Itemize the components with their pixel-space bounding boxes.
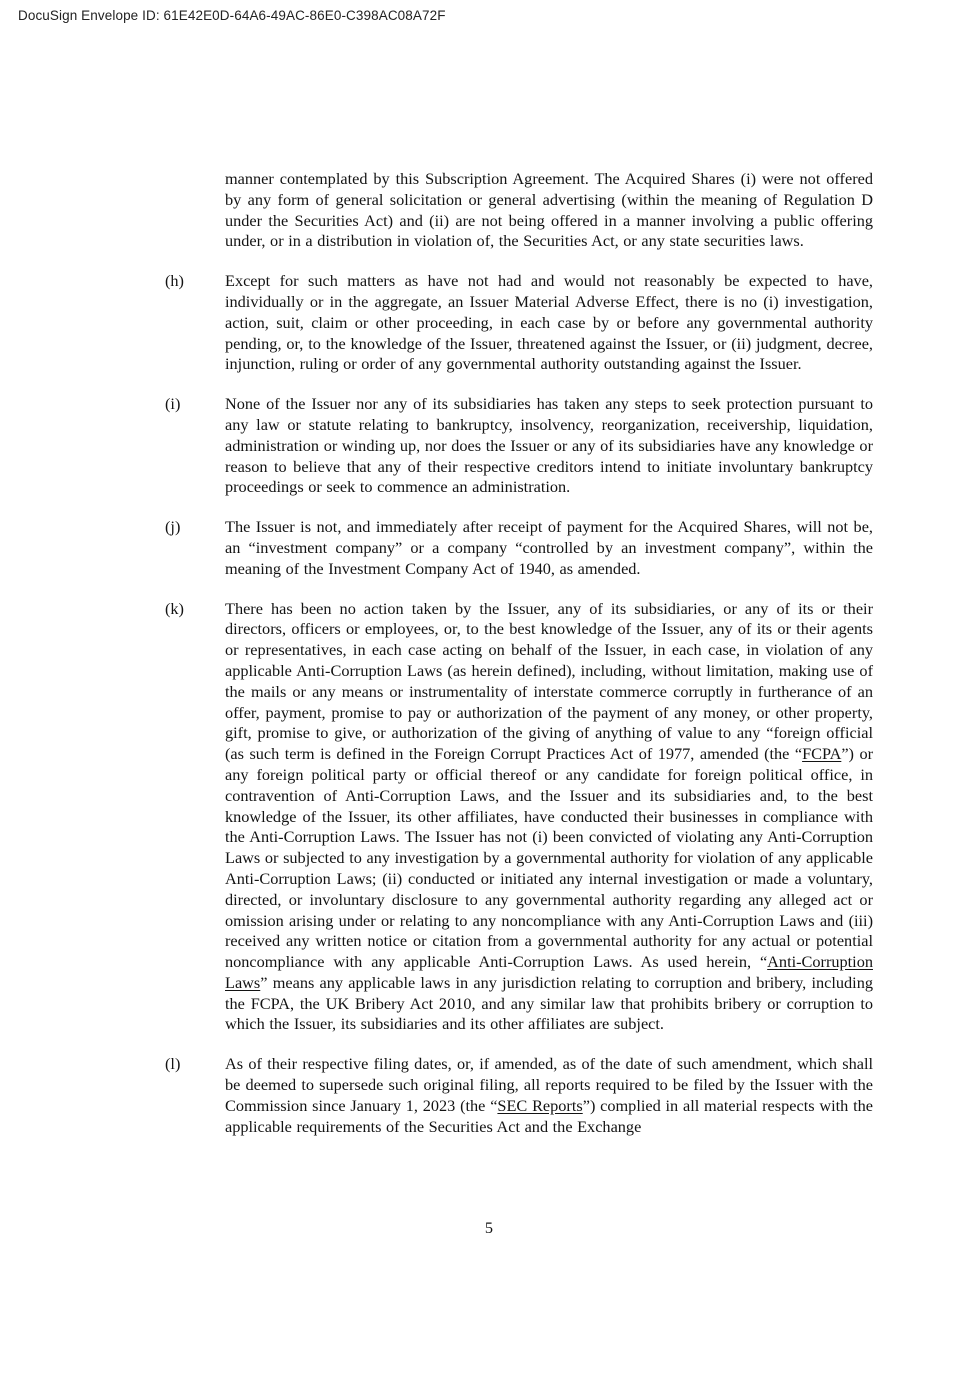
text-segment: As of their respective filing dates, or, if amended, as of the date of such amendment, which shall be deemed to supersede such original filing, all reports required to be filed by the Issuer with the Commission since January 1, 2023 (the “	[225, 1054, 873, 1115]
paragraph-label: (h)	[165, 271, 184, 291]
paragraph-label: (l)	[165, 1054, 181, 1074]
paragraph-continuation	[165, 169, 873, 252]
paragraph-k	[165, 599, 873, 1036]
text-segment: There has been no action taken by the Issuer, any of its subsidiaries, or any of its or their directors, officers or employees, or, to the best knowledge of the Issuer, any of its or their agents or representatives, in each case acting on behalf of the Issuer, in each case, in violation of any applicable Anti-Corruption Laws (as herein defined), including, without limitation, making use of the mails or any means or instrumentality of interstate commerce corruptly in furtherance of an offer, payment, promise to pay or authorization of the payment of any money, or other property, gift, promise to give, or authorization of the giving of anything of value to any “foreign official (as such term is defined in the Foreign Corrupt Practices Act of 1977, amended (the “	[225, 598, 873, 764]
paragraph-text	[225, 517, 873, 579]
paragraph-text	[225, 394, 873, 498]
docusign-envelope-id: DocuSign Envelope ID: 61E42E0D-64A6-49AC-86E0-C398AC08A72F	[18, 8, 446, 23]
text-segment: The Issuer is not, and immediately after receipt of payment for the Acquired Shares, will not be, an “investment company” or a company “controlled by an investment company”, within the meaning of the Investment Company Act of 1940, as amended.	[225, 517, 873, 578]
text-segment: None of the Issuer nor any of its subsidiaries has taken any steps to seek protection pursuant to any law or statute relating to bankruptcy, insolvency, reorganization, receivership, liquidation, administration or winding up, nor does the Issuer or any of its subsidiaries have any knowledge or reason to believe that any of their respective creditors intend to initiate involuntary bankruptcy proceedings or seek to commence an administration.	[225, 394, 873, 497]
paragraph-label: (k)	[165, 598, 184, 618]
text-segment: Except for such matters as have not had and would not reasonably be expected to have, individually or in the aggregate, an Issuer Material Adverse Effect, there is no (i) investigation, action, suit, claim or other proceeding, in each case by or before any governmental authority pending, or, to the knowledge of the Issuer, threatened against the Issuer, or (ii) judgment, decree, injunction, ruling or order of any governmental authority outstanding against the Issuer.	[225, 271, 873, 374]
paragraph-l	[165, 1054, 873, 1137]
defined-term: SEC Reports	[497, 1095, 583, 1115]
paragraph-text	[225, 599, 873, 1036]
paragraph-text	[225, 1054, 873, 1137]
text-segment: ”) complied in all material respects with the applicable requirements of the Securities Act and the Exchange	[225, 1095, 873, 1136]
paragraph-h	[165, 271, 873, 375]
text-segment: ”) or any foreign political party or official thereof or any candidate for foreign political office, in contravention of Anti-Corruption Laws, and the Issuer and its subsidiaries and, to the best knowledge of the Issuer, its other affiliates, have conducted their businesses in compliance with the Anti-Corruption Laws. The Issuer has not (i) been convicted of violating any Anti-Corruption Laws or subjected to any investigation by a governmental authority for violation of any applicable Anti-Corruption Laws; (ii) conducted or initiated any internal investigation or made a voluntary, directed, or involuntary disclosure to any governmental authority regarding any alleged act or omission arising under or relating to any noncompliance with any Anti-Corruption Laws and (iii) received any written notice or citation from a governmental authority for any actual or potential noncompliance with any applicable Anti-Corruption Laws. As used herein, “	[225, 744, 874, 972]
page-number: 5	[484, 1218, 494, 1237]
defined-term: FCPA	[802, 744, 842, 764]
paragraph-i	[165, 394, 873, 498]
document-body	[165, 169, 873, 1156]
paragraph-text	[225, 271, 873, 375]
paragraph-j	[165, 517, 873, 579]
paragraph-label	[165, 169, 225, 252]
defined-term: Anti-Corruption Laws	[225, 952, 873, 992]
text-segment: manner contemplated by this Subscription Agreement. The Acquired Shares (i) were not offered by any form of general solicitation or general advertising (within the meaning of Regulation D under the Securities Act) and (ii) are not being offered in a manner involving a public offering under, or in a distribution in violation of, the Securities Act, or any state securities laws.	[225, 169, 873, 251]
paragraph-label: (j)	[165, 517, 181, 537]
paragraph-label: (i)	[165, 394, 181, 414]
text-segment: ” means any applicable laws in any jurisdiction relating to corruption and bribery, including the FCPA, the UK Bribery Act 2010, and any similar law that prohibits bribery or corruption to which the Issuer, its subsidiaries and its other affiliates are subject.	[225, 972, 873, 1034]
paragraph-text	[225, 169, 873, 252]
